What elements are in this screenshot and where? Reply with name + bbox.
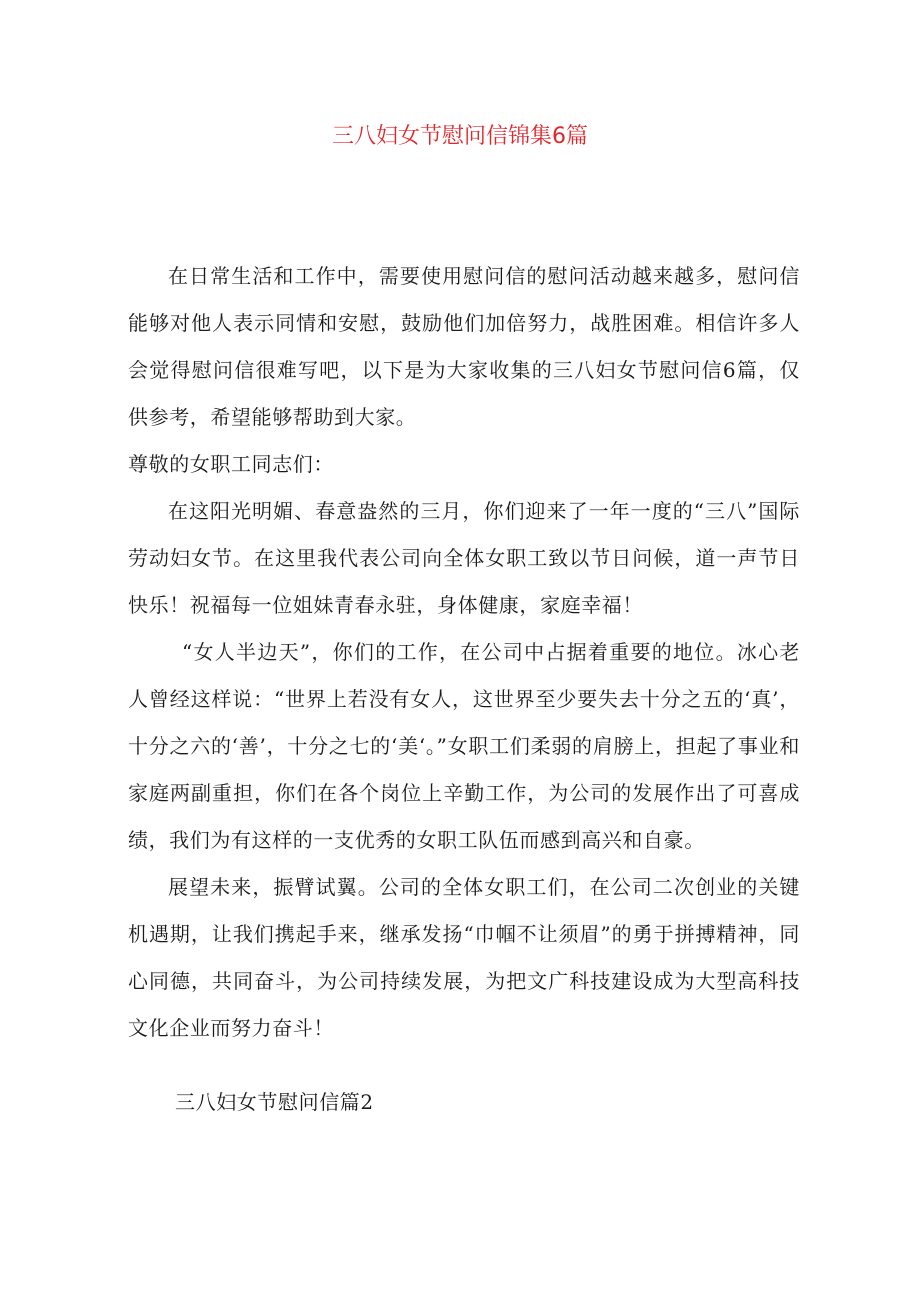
document-title: 三八妇女节慰问信锦集6篇 bbox=[332, 124, 588, 149]
intro-paragraph: 在日常生活和工作中，需要使用慰问信的慰问活动越来越多，慰问信能够对他人表示同情和安慰，鼓励他们加倍努力，战胜困难。相信许多人会觉得慰问信很难写吧，以下是为大家收集的三八妇女节慰问信6篇，仅供参考，希望能够帮助到大家。 bbox=[128, 264, 800, 429]
greeting-paragraph: 在这阳光明媚、春意盎然的三月，你们迎来了一年一度的“三八”国际劳动妇女节。在这里我代表公司向全体女职工致以节日问候，道一声节日快乐！祝福每一位姐妹青春永驻，身体健康，家庭幸福！ bbox=[128, 499, 800, 617]
quote-paragraph: “女人半边天”，你们的工作，在公司中占据着重要的地位。冰心老人曾经这样说：“世界上若没有女人，这世界至少要失去十分之五的‘真’，十分之六的‘善’，十分之七的‘美‘。”女职工们柔弱的肩膀上，担起了事业和家庭两副重担，你们在各个岗位上辛勤工作，为公司的发展作出了可喜成绩，我们为有这样的一支优秀的女职工队伍而感到高兴和自豪。 bbox=[128, 640, 800, 852]
section-heading: 三八妇女节慰问信篇2 bbox=[175, 1090, 374, 1114]
salutation: 尊敬的女职工同志们： bbox=[128, 452, 334, 476]
document-body bbox=[128, 253, 800, 1052]
closing-paragraph: 展望未来，振臂试翼。公司的全体女职工们，在公司二次创业的关键机遇期，让我们携起手来，继承发扬“巾帼不让须眉”的勇于拼搏精神，同心同德，共同奋斗，为公司持续发展，为把文广科技建设成为大型高科技文化企业而努力奋斗！ bbox=[128, 875, 800, 1040]
